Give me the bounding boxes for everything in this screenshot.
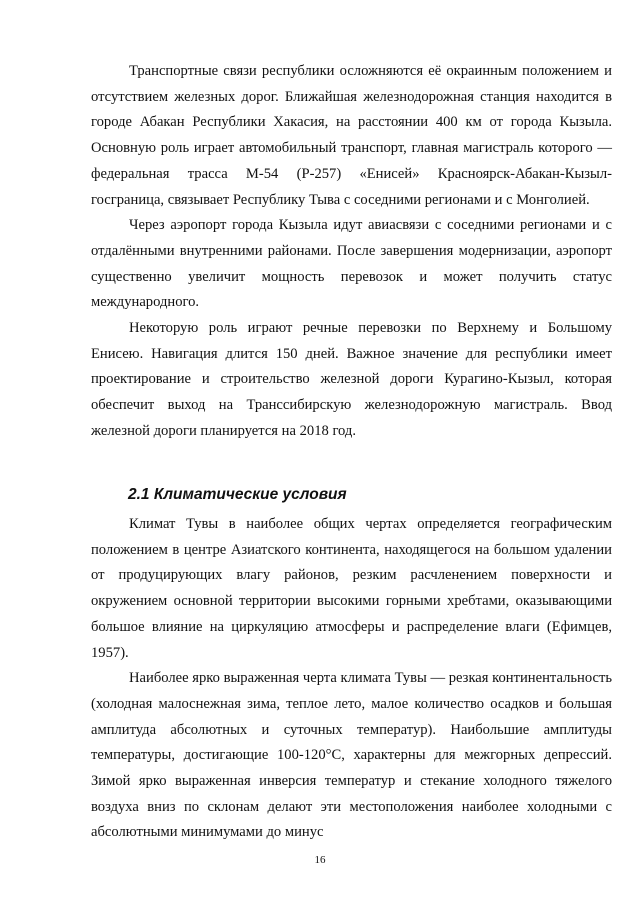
paragraph-continentality: Наиболее ярко выраженная черта климата Тувы — резкая континентальность (холодная малоснежная зима, теплое лето, малое количество осадков и большая амплитуда абсолютных и суточных температур). Наибольшие амплитуды температуры, достигающие 100-120°С, характерны для межгорных депрессий. Зимой ярко выраженная инверсия температур и стекание холодного тяжелого воздуха вниз по склонам делают эти местоположения наиболее холодными с абсолютными минимумами до минус: [91, 670, 612, 841]
paragraph-transport-links: Транспортные связи республики осложняются её окраинным положением и отсутствием железных дорог. Ближайшая железнодорожная станция находится в городе Абакан Республики Хакасия, на расстоянии 400 км от города Кызыла. Основную роль играет автомобильный транспорт, главная магистраль которого — федеральная трасса М-54 (Р-257) «Енисей» Красноярск-Абакан-Кызыл-госграница, связывает Республику Тыва с соседними регионами и с Монголией.: [91, 63, 612, 208]
section-heading: 2.1 Климатические условия: [128, 486, 347, 503]
page-number: 16: [314, 854, 326, 866]
paragraph-airport: Через аэропорт города Кызыла идут авиасвязи с соседними регионами и с отдалёнными внутренними районами. После завершения модернизации, аэропорт существенно увеличит мощность перевозок и может получить статус международного.: [91, 217, 612, 311]
paragraph-river-transport: Некоторую роль играют речные перевозки по Верхнему и Большому Енисею. Навигация длится 150 дней. Важное значение для республики имеет проектирование и строительство железной дороги Курагино-Кызыл, которая обеспечит выход на Транссибирскую железнодорожную магистраль. Ввод железной дороги планируется на 2018 год.: [91, 320, 612, 439]
body-text-bottom: [91, 512, 612, 846]
paragraph-climate-overview: Климат Тувы в наиболее общих чертах определяется географическим положением в центре Азиатского континента, находящегося на большом удалении от продуцирующих влагу районов, резким расчленением поверхности и окружением основной территории высокими горными хребтами, оказывающими большое влияние на циркуляцию атмосферы и распределение влаги (Ефимцев, 1957).: [91, 516, 612, 661]
body-text-top: [91, 59, 612, 445]
